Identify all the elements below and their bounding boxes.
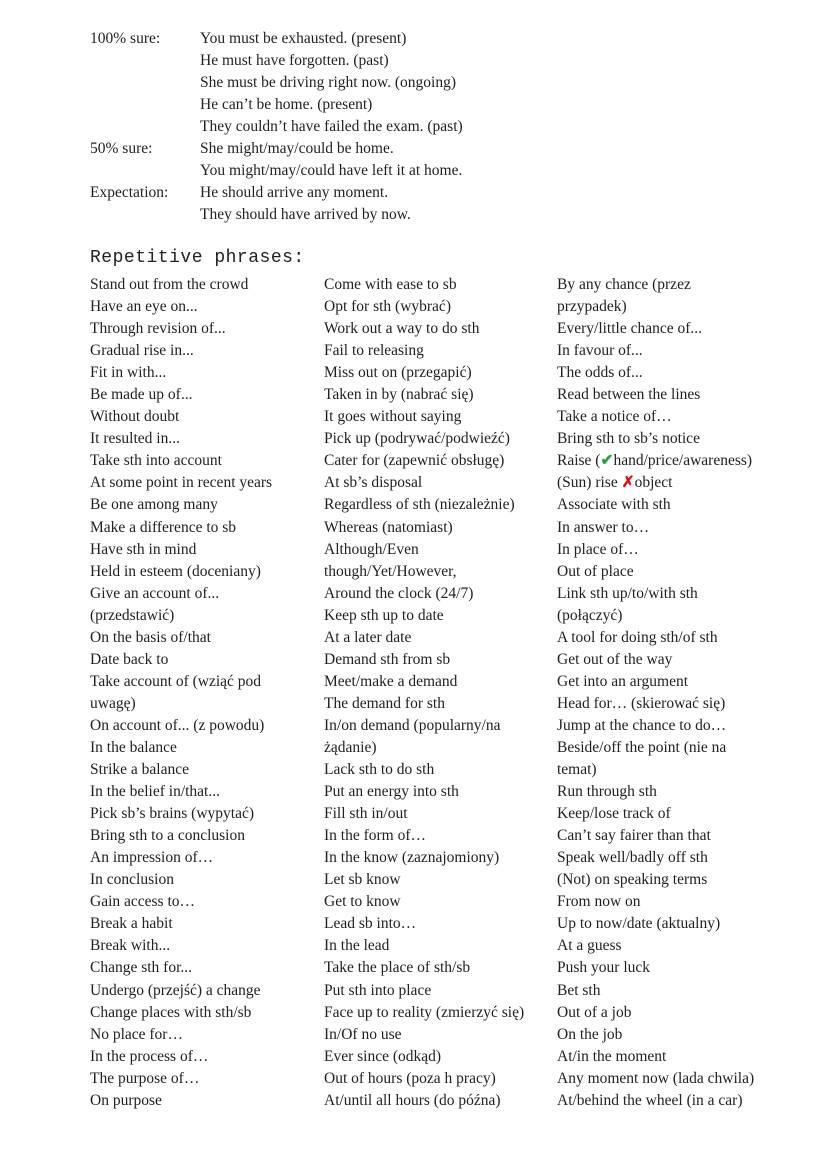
phrase-line: At/behind the wheel (in a car)	[557, 1091, 743, 1109]
phrase-line: Keep sth up to date	[324, 606, 444, 624]
phrase-line: In the balance	[90, 738, 177, 756]
certainty-label: 50% sure:	[90, 140, 153, 157]
phrase-line: Jump at the chance to do…	[557, 716, 727, 734]
example-sentence: They should have arrived by now.	[200, 206, 411, 223]
phrase-line: A tool for doing sth/of sth	[557, 628, 718, 646]
modal-row	[90, 72, 790, 94]
phrase-line: Break with...	[90, 937, 171, 955]
phrase-line: Put sth into place	[324, 981, 432, 999]
modal-row	[90, 182, 790, 204]
modal-row	[90, 138, 790, 160]
modal-row	[90, 94, 790, 116]
phrase-line: In the lead	[324, 937, 390, 955]
phrase-line: Every/little chance of...	[557, 320, 703, 338]
phrase-line: In the form of…	[324, 827, 427, 845]
phrase-text: hand/price/awareness)	[613, 452, 753, 470]
phrase-line: Up to now/date (aktualny)	[557, 915, 721, 933]
phrase-line: Gain access to…	[90, 893, 196, 911]
phrase-line: Pick sb’s brains (wypytać)	[90, 805, 255, 823]
phrase-line	[557, 450, 797, 472]
phrase-line: Make a difference to sb	[90, 518, 237, 536]
certainty-label: Expectation:	[90, 184, 169, 201]
phrase-line: Meet/make a demand	[324, 672, 458, 690]
phrase-line: Get to know	[324, 893, 401, 911]
example-sentence: She might/may/could be home.	[200, 140, 394, 157]
phrase-line: On purpose	[90, 1091, 162, 1109]
phrase-line: Regardless of sth (niezależnie)	[324, 496, 515, 514]
phrase-line: Gradual rise in...	[90, 342, 194, 360]
phrase-line: Lack sth to do sth	[324, 761, 435, 779]
phrase-column-3	[557, 274, 797, 1112]
phrase-line: Change sth for...	[90, 959, 193, 977]
certainty-label: 100% sure:	[90, 30, 161, 47]
phrase-line: Undergo (przejść) a change	[90, 981, 261, 999]
phrase-line: Lead sb into…	[324, 915, 417, 933]
phrase-line: żądanie)	[324, 738, 377, 756]
phrase-line: It goes without saying	[324, 408, 462, 426]
phrase-line: Whereas (natomiast)	[324, 518, 453, 536]
phrase-line: Out of place	[557, 562, 634, 580]
phrase-line: On the basis of/that	[90, 628, 211, 646]
phrase-line: The odds of...	[557, 364, 643, 382]
phrase-line: Face up to reality (zmierzyć się)	[324, 1003, 525, 1021]
modal-row	[90, 204, 790, 226]
example-sentence: She must be driving right now. (ongoing)	[200, 74, 457, 91]
example-sentence: He should arrive any moment.	[200, 184, 389, 201]
phrase-line: Work out a way to do sth	[324, 320, 480, 338]
modal-verbs-section	[90, 28, 790, 226]
phrase-line: In the process of…	[90, 1047, 209, 1065]
phrase-line: Have an eye on...	[90, 298, 198, 316]
phrase-line: Give an account of...	[90, 584, 220, 602]
phrase-line: Out of a job	[557, 1003, 632, 1021]
phrase-line: Around the clock (24/7)	[324, 584, 474, 602]
phrase-column-2	[324, 274, 549, 1112]
phrase-line: The purpose of…	[90, 1069, 200, 1087]
phrase-line: At/until all hours (do późna)	[324, 1091, 501, 1109]
phrase-line: Fit in with...	[90, 364, 167, 382]
phrase-line: In the belief in/that...	[90, 783, 220, 801]
phrase-text: Raise (	[557, 452, 601, 470]
phrase-line: No place for…	[90, 1025, 183, 1043]
phrase-line: Ever since (odkąd)	[324, 1047, 442, 1065]
phrase-line: Run through sth	[557, 783, 657, 801]
phrase-line: Take a notice of…	[557, 408, 672, 426]
phrase-line: At/in the moment	[557, 1047, 667, 1065]
example-sentence: He must have forgotten. (past)	[200, 52, 389, 69]
phrase-line: Keep/lose track of	[557, 805, 671, 823]
phrase-line: Fill sth in/out	[324, 805, 408, 823]
phrase-line: From now on	[557, 893, 641, 911]
phrase-line: Out of hours (poza h pracy)	[324, 1069, 496, 1087]
phrase-line: Held in esteem (doceniany)	[90, 562, 261, 580]
phrase-line: Be one among many	[90, 496, 218, 514]
phrase-line: The demand for sth	[324, 694, 445, 712]
phrase-line: Link sth up/to/with sth	[557, 584, 698, 602]
phrase-line	[557, 472, 797, 494]
phrase-line: Break a habit	[90, 915, 173, 933]
phrase-line: On account of... (z powodu)	[90, 716, 265, 734]
phrase-line: przypadek)	[557, 298, 627, 316]
phrase-line: Put an energy into sth	[324, 783, 459, 801]
phrase-line: At a guess	[557, 937, 622, 955]
phrase-line: In the know (zaznajomiony)	[324, 849, 500, 867]
phrase-line: Strike a balance	[90, 761, 189, 779]
phrase-line: though/Yet/However,	[324, 562, 457, 580]
phrase-column-1	[90, 274, 315, 1112]
phrase-line: temat)	[557, 761, 597, 779]
phrase-line: An impression of…	[90, 849, 214, 867]
phrase-line: Get into an argument	[557, 672, 689, 690]
phrase-line: Cater for (zapewnić obsługę)	[324, 452, 505, 470]
modal-row	[90, 160, 790, 182]
phrase-line: Date back to	[90, 650, 169, 668]
phrase-line: In place of…	[557, 540, 639, 558]
phrase-line: In favour of...	[557, 342, 643, 360]
phrase-line: Head for… (skierować się)	[557, 694, 726, 712]
phrase-line: Read between the lines	[557, 386, 701, 404]
phrase-text: object	[634, 474, 673, 492]
phrase-line: Stand out from the crowd	[90, 276, 249, 293]
phrase-line: Pick up (podrywać/podwieźć)	[324, 430, 510, 448]
phrase-line: Any moment now (lada chwila)	[557, 1069, 755, 1087]
example-sentence: They couldn’t have failed the exam. (past)	[200, 118, 463, 135]
phrase-line: Let sb know	[324, 871, 401, 889]
phrase-line: In conclusion	[90, 871, 174, 889]
section-heading: Repetitive phrases:	[90, 248, 305, 268]
phrase-line: Although/Even	[324, 540, 419, 558]
phrase-line: Take the place of sth/sb	[324, 959, 471, 977]
phrase-line: Bet sth	[557, 981, 601, 999]
phrase-line: Change places with sth/sb	[90, 1003, 252, 1021]
phrase-line: In answer to…	[557, 518, 650, 536]
modal-row	[90, 116, 790, 138]
phrase-line: Push your luck	[557, 959, 650, 977]
example-sentence: You might/may/could have left it at home.	[200, 162, 463, 179]
phrase-line: Can’t say fairer than that	[557, 827, 711, 845]
phrase-line: Associate with sth	[557, 496, 671, 514]
phrase-line: Take sth into account	[90, 452, 222, 470]
phrase-line: Fail to releasing	[324, 342, 424, 360]
phrase-line: In/on demand (popularny/na	[324, 716, 501, 734]
example-sentence: You must be exhausted. (present)	[200, 30, 407, 47]
phrase-line: Take account of (wziąć pod	[90, 672, 262, 690]
phrase-line: Bring sth to sb’s notice	[557, 430, 700, 448]
phrase-line: Opt for sth (wybrać)	[324, 298, 451, 316]
phrase-line: Speak well/badly off sth	[557, 849, 708, 867]
check-icon: ✔	[600, 452, 614, 470]
modal-row	[90, 50, 790, 72]
modal-row	[90, 28, 790, 50]
phrase-line: Be made up of...	[90, 386, 193, 404]
phrase-line: (przedstawić)	[90, 606, 175, 624]
phrase-line: Come with ease to sb	[324, 276, 457, 293]
phrase-line: At a later date	[324, 628, 412, 646]
phrase-line: On the job	[557, 1025, 623, 1043]
phrase-line: Taken in by (nabrać się)	[324, 386, 474, 404]
phrase-line: uwagę)	[90, 694, 136, 712]
phrase-line: Get out of the way	[557, 650, 673, 668]
phrase-line: Without doubt	[90, 408, 180, 426]
phrase-line: Miss out on (przegapić)	[324, 364, 472, 382]
phrase-line: (połączyć)	[557, 606, 623, 624]
phrase-line: Through revision of...	[90, 320, 226, 338]
phrase-line: In/Of no use	[324, 1025, 402, 1043]
phrase-line: At sb’s disposal	[324, 474, 423, 492]
phrase-line: Beside/off the point (nie na	[557, 738, 727, 756]
phrase-line: Bring sth to a conclusion	[90, 827, 245, 845]
phrase-line: Have sth in mind	[90, 540, 197, 558]
phrase-line: By any chance (przez	[557, 276, 691, 293]
phrase-line: It resulted in...	[90, 430, 180, 448]
example-sentence: He can’t be home. (present)	[200, 96, 373, 113]
phrase-line: (Not) on speaking terms	[557, 871, 708, 889]
phrase-line: Demand sth from sb	[324, 650, 451, 668]
phrase-text: (Sun) rise	[557, 474, 622, 492]
cross-icon: ✗	[621, 474, 635, 492]
phrase-line: At some point in recent years	[90, 474, 273, 492]
